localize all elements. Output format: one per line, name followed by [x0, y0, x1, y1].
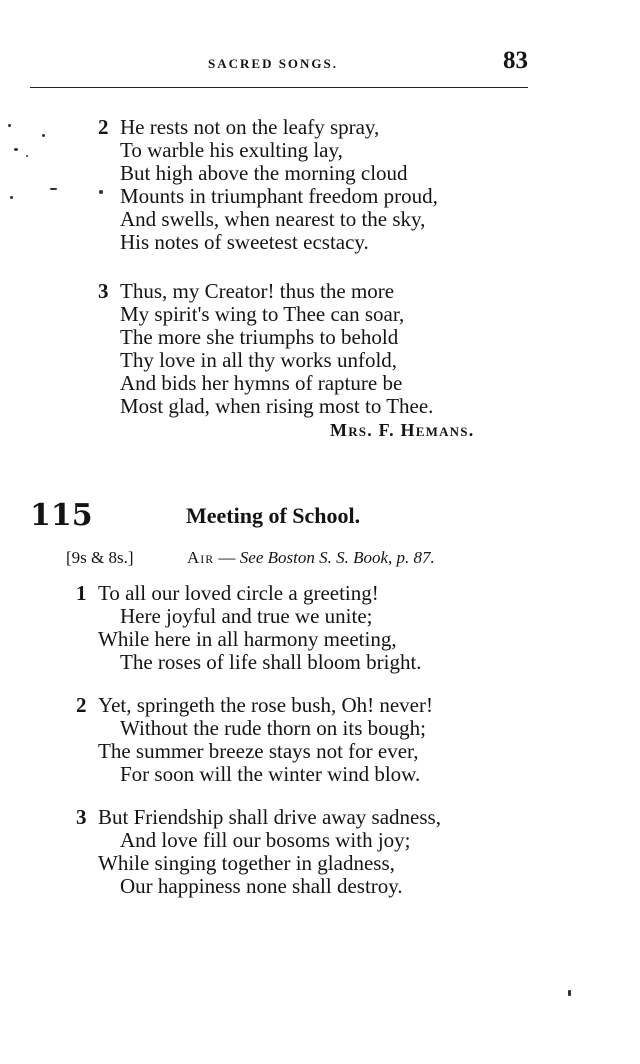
verse-line: Thus, my Creator! thus the more — [120, 279, 395, 303]
verse-line: Our happiness none shall destroy. — [120, 874, 403, 898]
verse-line: Without the rude thorn on its bough; — [120, 716, 426, 740]
verse-line: And love fill our bosoms with joy; — [120, 828, 411, 852]
stanza-number: 3 — [98, 279, 109, 303]
verse-line: Here joyful and true we unite; — [120, 604, 373, 628]
verse-line: The more she triumphs to behold — [120, 325, 399, 349]
verse-line: The summer breeze stays not for ever, — [98, 739, 419, 763]
verse-line: For soon will the winter wind blow. — [120, 762, 421, 786]
air-label: Air — [187, 548, 215, 567]
stanza-number: 2 — [98, 115, 109, 139]
running-title: SACRED SONGS. — [208, 56, 339, 71]
verse-line: His notes of sweetest ecstacy. — [120, 230, 369, 254]
air-dash: — — [214, 548, 240, 567]
verse-line: Yet, springeth the rose bush, Oh! never! — [98, 693, 433, 717]
tune-reference — [187, 548, 435, 568]
author-attribution: Mrs. F. Hemans. — [330, 420, 475, 440]
verse-line: Thy love in all thy works unfold, — [120, 348, 398, 372]
meter: [9s & 8s.] — [66, 548, 134, 567]
print-speck — [14, 148, 18, 151]
print-speck — [42, 134, 45, 137]
stanza-number: 3 — [76, 805, 87, 829]
verse-line: And swells, when nearest to the sky, — [120, 207, 426, 231]
verse-line: But high above the morning cloud — [120, 161, 408, 185]
verse-line: But Friendship shall drive away sadness, — [98, 805, 441, 829]
page-number: 83 — [503, 47, 528, 74]
header-rule — [30, 87, 528, 88]
air-source: See Boston S. S. Book, p. 87. — [239, 548, 435, 567]
verse-line: To all our loved circle a greeting! — [98, 581, 379, 605]
verse-line: While singing together in gladness, — [98, 851, 395, 875]
print-speck — [568, 990, 571, 996]
print-speck — [99, 190, 103, 194]
stanza-number: 1 — [76, 581, 87, 605]
verse-line: While here in all harmony meeting, — [98, 627, 397, 651]
print-speck — [10, 196, 13, 199]
stanza-number: 2 — [76, 693, 87, 717]
verse-line: He rests not on the leafy spray, — [120, 115, 380, 139]
verse-line: To warble his exulting lay, — [120, 138, 343, 162]
print-speck — [26, 155, 28, 157]
verse-line: Mounts in triumphant freedom proud, — [120, 184, 438, 208]
verse-line: The roses of life shall bloom bright. — [120, 650, 422, 674]
hymn-number: 115 — [30, 498, 93, 533]
print-speck — [8, 124, 11, 127]
hymn-title: Meeting of School. — [186, 503, 361, 528]
verse-line: Most glad, when rising most to Thee. — [120, 394, 434, 418]
verse-line: My spirit's wing to Thee can soar, — [120, 302, 405, 326]
verse-line: And bids her hymns of rapture be — [120, 371, 403, 395]
print-speck — [50, 188, 57, 190]
